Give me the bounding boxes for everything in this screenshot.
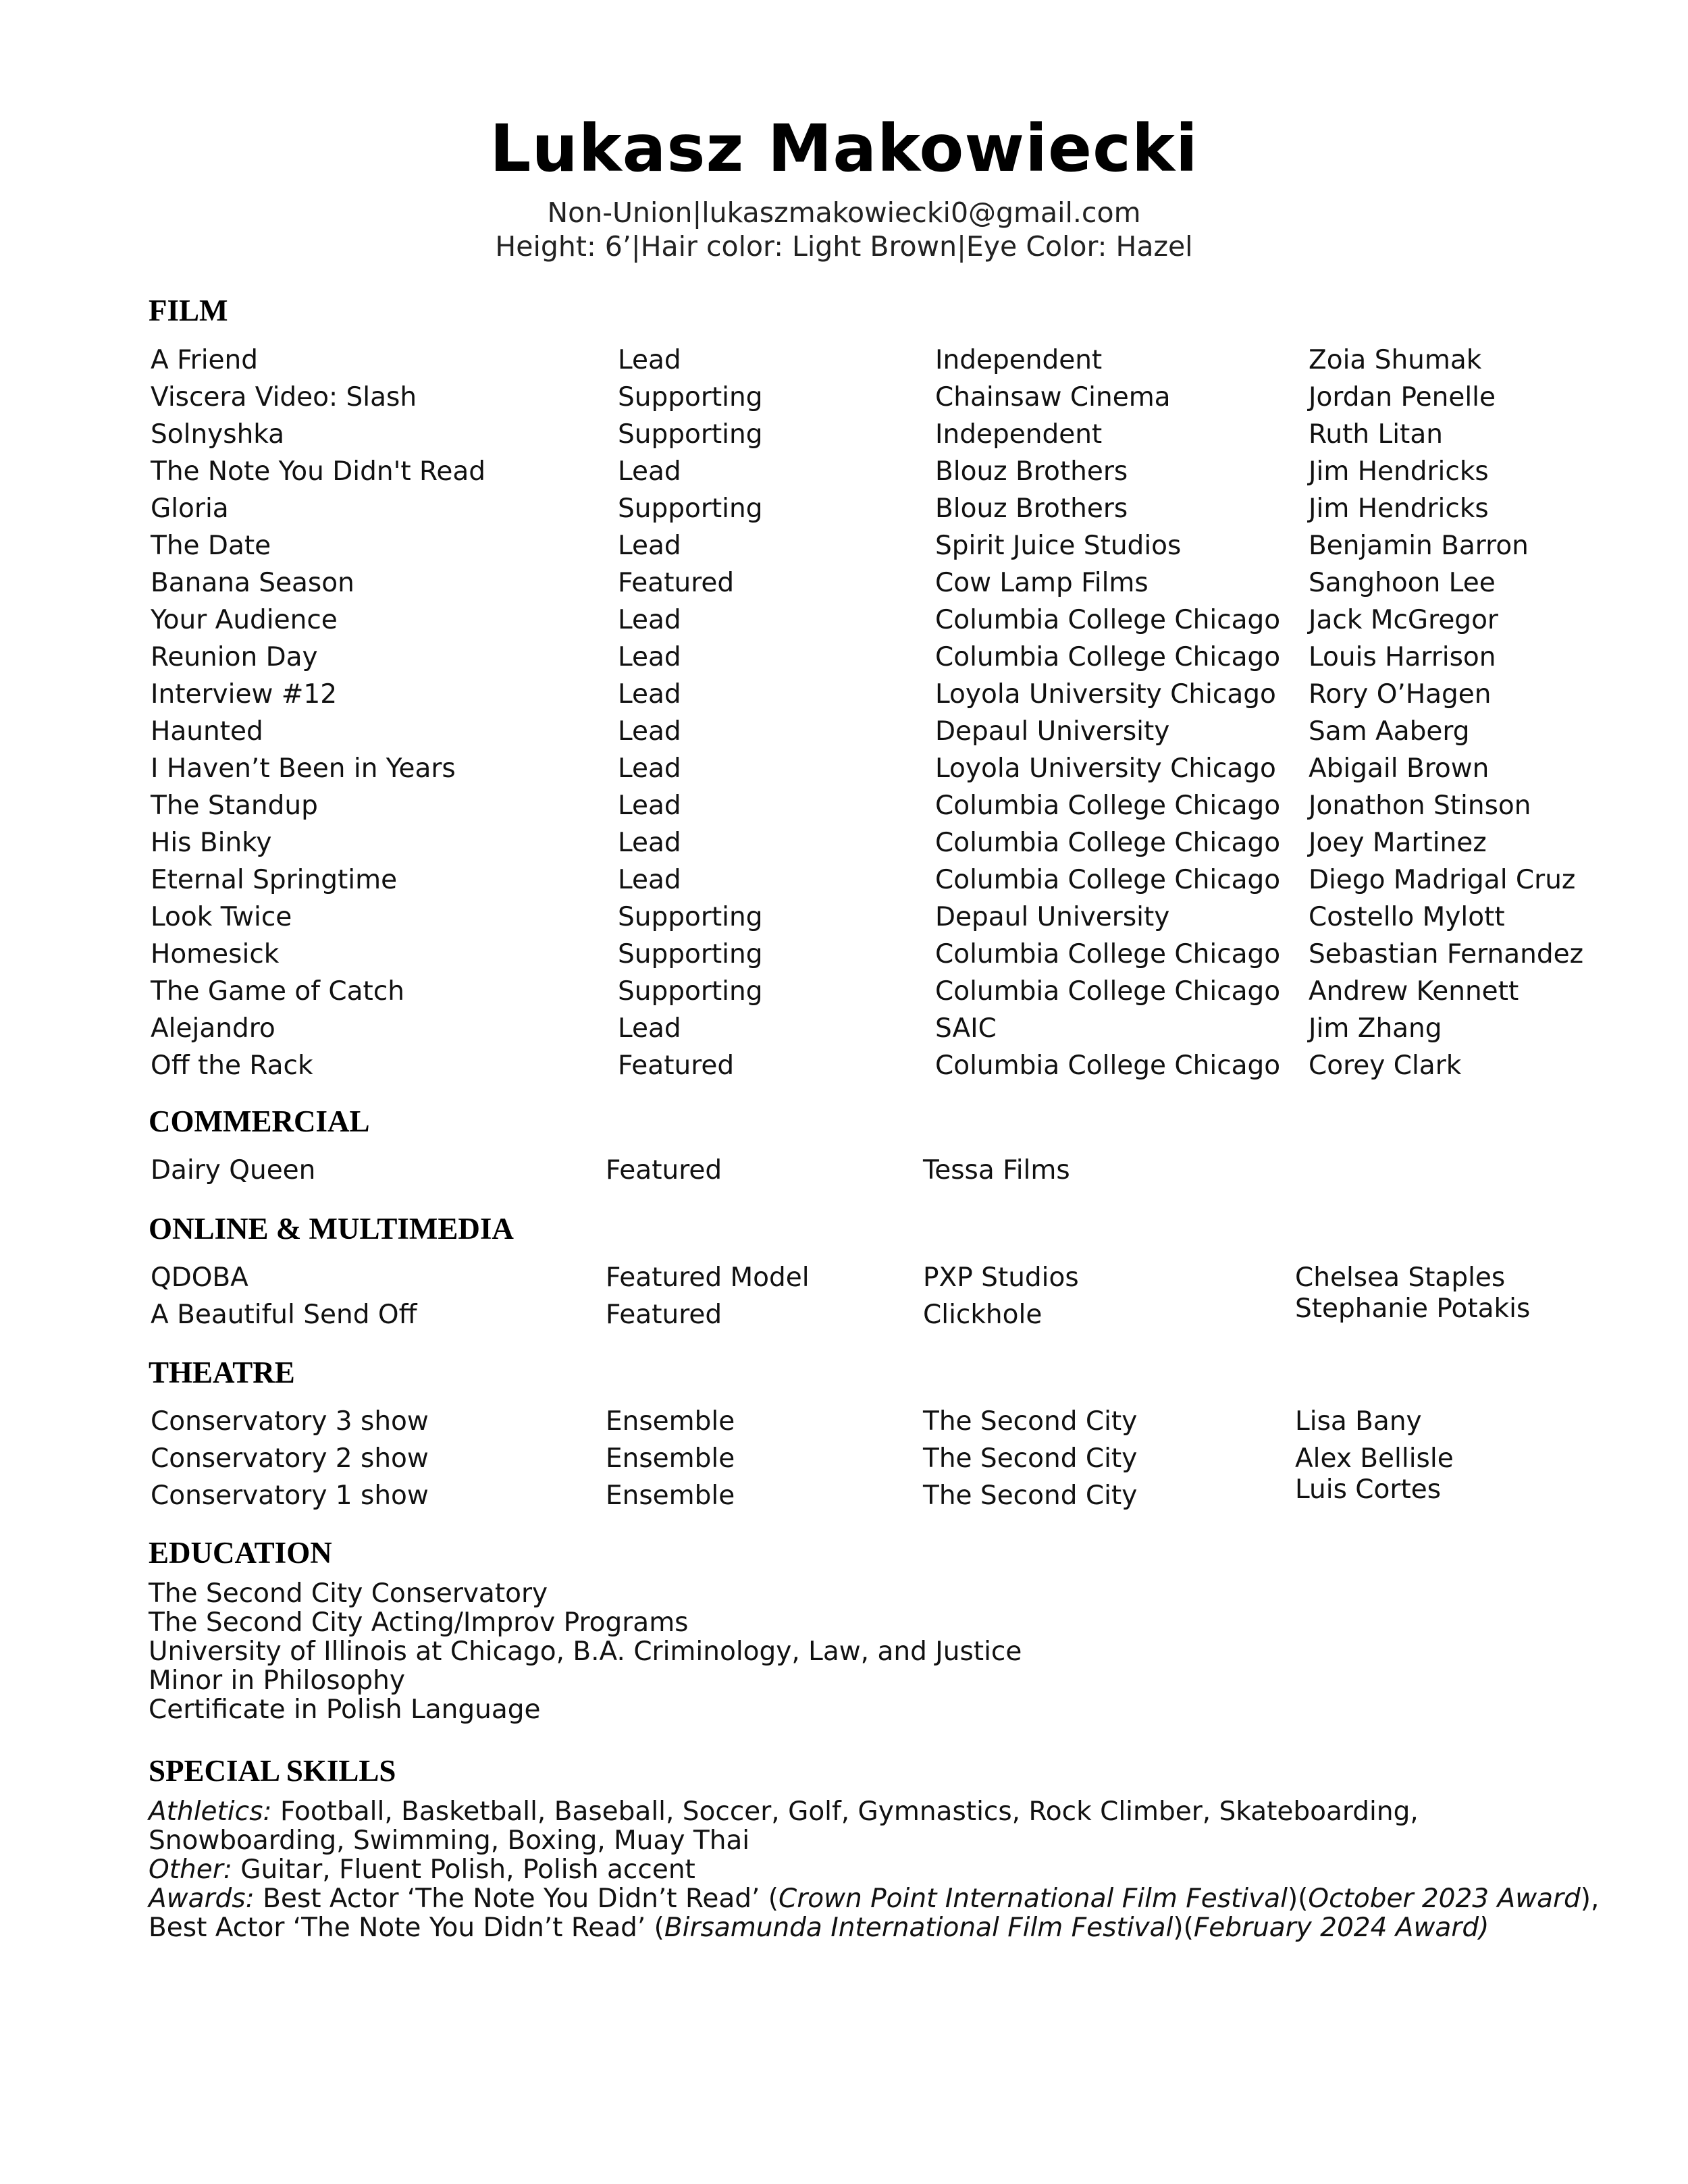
credit-project: Conservatory 1 show <box>151 1481 429 1511</box>
credit-company: Chainsaw Cinema <box>935 382 1171 412</box>
film-credit-row <box>0 602 1688 639</box>
credit-project: QDOBA <box>151 1262 248 1293</box>
credit-role: Lead <box>618 345 681 375</box>
education-line-5: Certificate in Polish Language <box>149 1695 541 1725</box>
credit-company: The Second City <box>923 1406 1138 1437</box>
education-line-3: University of Illinois at Chicago, B.A. Criminology, Law, and Justice <box>149 1636 1022 1667</box>
theatre-credit-row <box>0 1403 1688 1440</box>
credit-project: Interview #12 <box>151 679 338 710</box>
credit-project: I Haven’t Been in Years <box>151 753 456 784</box>
stats-line: Height: 6’|Hair color: Light Brown|Eye Color: Hazel <box>495 230 1193 263</box>
credit-role: Ensemble <box>606 1481 735 1511</box>
credit-project: Viscera Video: Slash <box>151 382 417 412</box>
credit-role: Lead <box>618 531 681 561</box>
credit-project: Gloria <box>151 494 229 524</box>
commercial-credit-row <box>0 1152 1688 1189</box>
credit-project: Alejandro <box>151 1013 275 1044</box>
credit-role: Ensemble <box>606 1406 735 1437</box>
credit-project: Haunted <box>151 716 263 747</box>
athletics-text: Football, Basketball, Baseball, Soccer, Golf, Gymnastics, Rock Climber, Skateboarding, <box>271 1796 1419 1827</box>
education-heading: EDUCATION <box>149 1536 332 1570</box>
credit-project: Off the Rack <box>151 1050 313 1081</box>
skills-awards-line-1 <box>149 1884 1599 1913</box>
credit-role: Lead <box>618 791 681 821</box>
film-credit-row <box>0 973 1688 1010</box>
credit-project: Banana Season <box>151 568 354 598</box>
credit-role: Featured <box>606 1300 722 1330</box>
credit-project: The Note You Didn't Read <box>151 456 486 487</box>
credit-role: Lead <box>618 1013 681 1044</box>
credit-director: Corey Clark <box>1309 1050 1462 1081</box>
credit-company: Spirit Juice Studios <box>935 531 1182 561</box>
credit-company: Depaul University <box>935 902 1170 932</box>
online-director-2: Stephanie Potakis <box>1295 1294 1531 1324</box>
education-line-1: The Second City Conservatory <box>149 1578 548 1609</box>
other-label: Other: <box>149 1855 232 1885</box>
credit-company: Clickhole <box>923 1300 1043 1330</box>
skills-heading: SPECIAL SKILLS <box>149 1754 396 1788</box>
credit-role: Lead <box>618 753 681 784</box>
film-credit-row <box>0 676 1688 713</box>
film-credit-row <box>0 713 1688 750</box>
credit-company: Cow Lamp Films <box>935 568 1149 598</box>
credit-project: Homesick <box>151 939 280 969</box>
credit-company: The Second City <box>923 1481 1138 1511</box>
credit-director: Louis Harrison <box>1309 642 1496 672</box>
film-credit-row <box>0 342 1688 379</box>
credit-project: His Binky <box>151 828 272 858</box>
credit-company: Columbia College Chicago <box>935 828 1281 858</box>
theatre-director-1: Lisa Bany <box>1295 1406 1422 1437</box>
credit-role: Ensemble <box>606 1443 735 1474</box>
credit-role: Lead <box>618 865 681 895</box>
contact-line: Non-Union|lukaszmakowiecki0@gmail.com <box>547 196 1141 229</box>
credit-director: Jim Zhang <box>1309 1013 1442 1044</box>
credit-role: Lead <box>618 605 681 635</box>
credit-role: Lead <box>618 642 681 672</box>
credit-role: Featured <box>606 1155 722 1186</box>
credit-company: Columbia College Chicago <box>935 865 1281 895</box>
credit-director: Costello Mylott <box>1309 902 1505 932</box>
credit-role: Supporting <box>618 902 763 932</box>
credit-director: Rory O’Hagen <box>1309 679 1492 710</box>
film-credit-row <box>0 936 1688 973</box>
film-credit-row <box>0 824 1688 861</box>
film-credit-row <box>0 899 1688 936</box>
credit-director: Sam Aaberg <box>1309 716 1470 747</box>
film-credit-row <box>0 490 1688 527</box>
credit-project: Dairy Queen <box>151 1155 316 1186</box>
online-heading: ONLINE & MULTIMEDIA <box>149 1212 514 1246</box>
film-credit-row <box>0 379 1688 416</box>
credit-director: Sebastian Fernandez <box>1309 939 1584 969</box>
credit-company: Independent <box>935 419 1103 450</box>
skills-athletics-line-2: Snowboarding, Swimming, Boxing, Muay Thai <box>149 1826 750 1856</box>
actor-name: Lukasz Makowiecki <box>490 111 1198 186</box>
credit-project: Look Twice <box>151 902 292 932</box>
credit-project: Reunion Day <box>151 642 318 672</box>
skills-awards-line-2 <box>149 1913 1489 1942</box>
film-heading: FILM <box>149 294 228 327</box>
film-credit-row <box>0 750 1688 787</box>
credit-director: Jordan Penelle <box>1309 382 1496 412</box>
credit-director: Benjamin Barron <box>1309 531 1529 561</box>
credit-company: Blouz Brothers <box>935 456 1128 487</box>
credit-role: Featured Model <box>606 1262 810 1293</box>
award-2-sep: )( <box>1173 1913 1194 1943</box>
credit-role: Supporting <box>618 382 763 412</box>
award-1-festival: Crown Point International Film Festival <box>779 1884 1288 1914</box>
award-2-date: February 2024 Award) <box>1193 1913 1489 1943</box>
award-2-festival: Birsamunda International Film Festival <box>664 1913 1173 1943</box>
education-line-2: The Second City Acting/Improv Programs <box>149 1607 689 1638</box>
credit-project: Conservatory 2 show <box>151 1443 429 1474</box>
credit-company: PXP Studios <box>923 1262 1079 1293</box>
credit-company: Blouz Brothers <box>935 494 1128 524</box>
credit-role: Lead <box>618 456 681 487</box>
credit-company: Loyola University Chicago <box>935 679 1276 710</box>
theatre-director-3: Luis Cortes <box>1295 1474 1442 1505</box>
credit-company: Columbia College Chicago <box>935 605 1281 635</box>
credit-company: Columbia College Chicago <box>935 642 1281 672</box>
film-credit-row <box>0 564 1688 602</box>
credit-director: Joey Martinez <box>1309 828 1487 858</box>
online-director-1: Chelsea Staples <box>1295 1262 1506 1293</box>
film-credit-row <box>0 527 1688 564</box>
credit-project: Conservatory 3 show <box>151 1406 429 1437</box>
credit-director: Ruth Litan <box>1309 419 1443 450</box>
credit-company: The Second City <box>923 1443 1138 1474</box>
film-credit-row <box>0 639 1688 676</box>
award-1-title: Best Actor ‘The Note You Didn’t Read’ ( <box>254 1884 779 1914</box>
film-credit-row <box>0 416 1688 453</box>
credit-project: The Game of Catch <box>151 976 405 1007</box>
credit-role: Supporting <box>618 976 763 1007</box>
film-credit-row <box>0 861 1688 899</box>
credit-project: A Friend <box>151 345 259 375</box>
credit-role: Lead <box>618 828 681 858</box>
athletics-label: Athletics: <box>149 1796 272 1827</box>
film-credit-row <box>0 1047 1688 1084</box>
award-1-date: October 2023 Award <box>1308 1884 1581 1914</box>
credit-director: Diego Madrigal Cruz <box>1309 865 1576 895</box>
credit-project: A Beautiful Send Off <box>151 1300 417 1330</box>
theatre-heading: THEATRE <box>149 1356 295 1389</box>
credit-role: Supporting <box>618 419 763 450</box>
film-credit-row <box>0 453 1688 490</box>
credit-company: Columbia College Chicago <box>935 791 1281 821</box>
credit-director: Zoia Shumak <box>1309 345 1482 375</box>
credit-director: Andrew Kennett <box>1309 976 1519 1007</box>
credit-company: Columbia College Chicago <box>935 1050 1281 1081</box>
credit-company: Columbia College Chicago <box>935 939 1281 969</box>
award-1-end: ), <box>1580 1884 1600 1914</box>
credit-director: Jonathon Stinson <box>1309 791 1531 821</box>
credit-role: Lead <box>618 679 681 710</box>
credit-project: Solnyshka <box>151 419 285 450</box>
credit-company: Independent <box>935 345 1103 375</box>
credit-company: Depaul University <box>935 716 1170 747</box>
credit-director: Jim Hendricks <box>1309 494 1489 524</box>
credit-company: Columbia College Chicago <box>935 976 1281 1007</box>
credit-project: The Standup <box>151 791 318 821</box>
credit-project: The Date <box>151 531 271 561</box>
skills-other-line <box>149 1855 695 1884</box>
credit-company: Loyola University Chicago <box>935 753 1276 784</box>
other-text: Guitar, Fluent Polish, Polish accent <box>232 1855 695 1885</box>
skills-athletics-line-1 <box>149 1797 1419 1826</box>
education-line-4: Minor in Philosophy <box>149 1666 405 1696</box>
credit-role: Featured <box>618 1050 735 1081</box>
film-credit-row <box>0 1010 1688 1047</box>
award-2-title: Best Actor ‘The Note You Didn’t Read’ ( <box>149 1913 664 1943</box>
credit-role: Supporting <box>618 494 763 524</box>
commercial-heading: COMMERCIAL <box>149 1104 370 1138</box>
credit-director: Jim Hendricks <box>1309 456 1489 487</box>
credit-role: Lead <box>618 716 681 747</box>
credit-company: Tessa Films <box>923 1155 1070 1186</box>
credit-director: Sanghoon Lee <box>1309 568 1496 598</box>
theatre-director-2: Alex Bellisle <box>1295 1443 1454 1474</box>
awards-label: Awards: <box>149 1884 255 1914</box>
credit-role: Supporting <box>618 939 763 969</box>
credit-director: Jack McGregor <box>1309 605 1498 635</box>
award-1-sep: )( <box>1287 1884 1309 1914</box>
credit-project: Your Audience <box>151 605 338 635</box>
film-credit-row <box>0 787 1688 824</box>
credit-project: Eternal Springtime <box>151 865 398 895</box>
credit-director: Abigail Brown <box>1309 753 1489 784</box>
credit-company: SAIC <box>935 1013 997 1044</box>
credit-role: Featured <box>618 568 735 598</box>
